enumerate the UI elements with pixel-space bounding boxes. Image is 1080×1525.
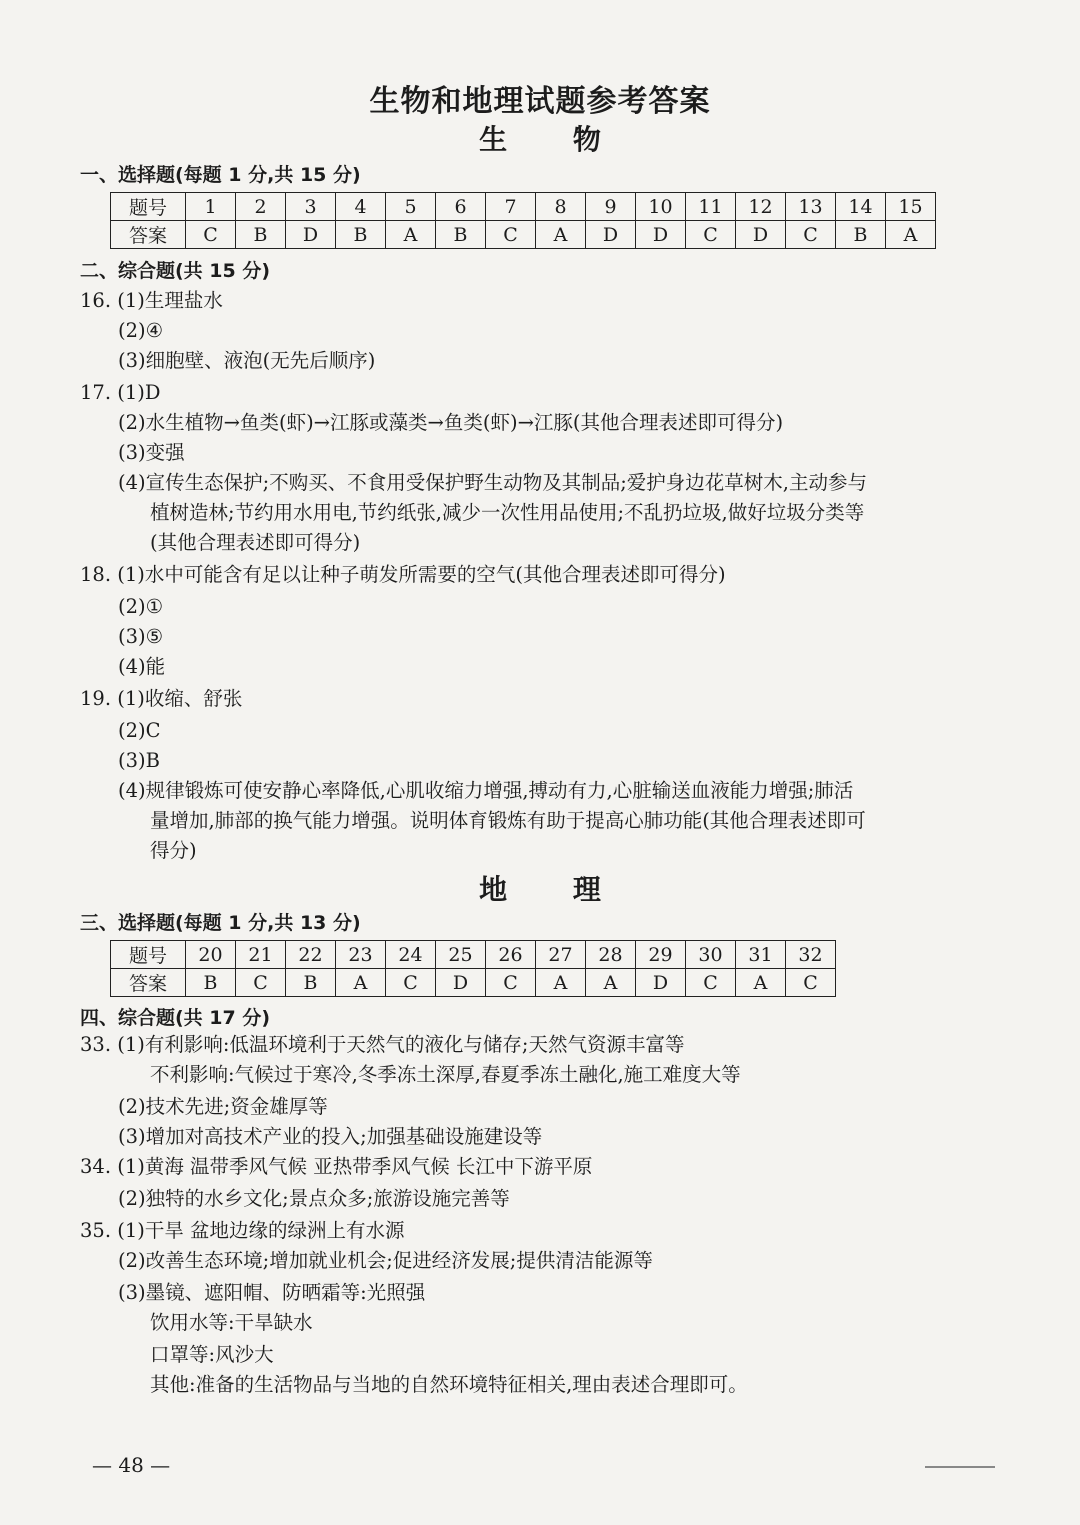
answer-line: (4)能 [118, 655, 166, 678]
answer-cell: B [236, 221, 286, 249]
answer-line: (2)技术先进;资金雄厚等 [118, 1095, 328, 1118]
page-number: — 48 — [92, 1453, 171, 1477]
answer-cell: C [486, 221, 536, 249]
answer-cell: B [436, 221, 486, 249]
answer-line: (3)墨镜、遮阳帽、防晒霜等:光照强 [118, 1281, 426, 1304]
answer-line: 35. (1)干旱 盆地边缘的绿洲上有水源 [80, 1219, 405, 1242]
question-number-cell: 2 [236, 193, 286, 221]
question-number-cell: 21 [236, 941, 286, 969]
answer-line: 17. (1)D [80, 381, 161, 404]
answer-line: (2)① [118, 595, 164, 618]
answer-cell: D [586, 221, 636, 249]
section-3-heading: 三、选择题(每题 1 分,共 13 分) [80, 912, 361, 934]
answer-line: 34. (1)黄海 温带季风气候 亚热带季风气候 长江中下游平原 [80, 1155, 593, 1178]
question-number-cell: 31 [736, 941, 786, 969]
geography-answer-table [110, 940, 836, 997]
question-number-cell: 12 [736, 193, 786, 221]
table-row [111, 969, 836, 997]
answer-cell: D [736, 221, 786, 249]
answer-line: (2)水生植物→鱼类(虾)→江豚或藻类→鱼类(虾)→江豚(其他合理表述即可得分) [118, 411, 784, 434]
answer-cell: C [786, 221, 836, 249]
question-number-cell: 14 [836, 193, 886, 221]
answer-cell: A [586, 969, 636, 997]
table-row [111, 193, 936, 221]
answer-line: (2)④ [118, 319, 164, 342]
answer-cell: C [786, 969, 836, 997]
question-number-cell: 4 [336, 193, 386, 221]
answer-cell: D [286, 221, 336, 249]
question-number-cell: 25 [436, 941, 486, 969]
table-row [111, 941, 836, 969]
answer-line: (3)变强 [118, 441, 185, 464]
table-header-cell: 题号 [111, 193, 186, 221]
page-title: 生物和地理试题参考答案 [369, 84, 711, 119]
biology-answer-table [110, 192, 936, 249]
table-header-cell: 答案 [111, 221, 186, 249]
question-number-cell: 1 [186, 193, 236, 221]
answer-line: 不利影响:气候过于寒冷,冬季冻土深厚,春夏季冻土融化,施工难度大等 [150, 1063, 741, 1086]
answer-cell: B [836, 221, 886, 249]
question-number-cell: 13 [786, 193, 836, 221]
answer-cell: D [636, 969, 686, 997]
answer-line: (3)增加对高技术产业的投入;加强基础设施建设等 [118, 1125, 543, 1148]
answer-cell: A [886, 221, 936, 249]
question-number-cell: 29 [636, 941, 686, 969]
question-number-cell: 32 [786, 941, 836, 969]
table-header-cell: 答案 [111, 969, 186, 997]
answer-cell: A [736, 969, 786, 997]
question-number-cell: 30 [686, 941, 736, 969]
question-number-cell: 5 [386, 193, 436, 221]
answer-line: 其他:准备的生活物品与当地的自然环境特征相关,理由表述合理即可。 [150, 1373, 748, 1396]
answer-line: 饮用水等:干旱缺水 [150, 1311, 313, 1334]
answer-line: 植树造林;节约用水用电,节约纸张,减少一次性用品使用;不乱扔垃圾,做好垃圾分类等 [150, 501, 865, 524]
question-number-cell: 15 [886, 193, 936, 221]
answer-cell: B [286, 969, 336, 997]
answer-line: 16. (1)生理盐水 [80, 289, 223, 312]
question-number-cell: 3 [286, 193, 336, 221]
question-number-cell: 23 [336, 941, 386, 969]
section-2-heading: 二、综合题(共 15 分) [80, 260, 271, 282]
answer-line: 18. (1)水中可能含有足以让种子萌发所需要的空气(其他合理表述即可得分) [80, 563, 726, 586]
answer-line: (4)宣传生态保护;不购买、不食用受保护野生动物及其制品;爱护身边花草树木,主动参与 [118, 471, 867, 494]
question-number-cell: 10 [636, 193, 686, 221]
answer-cell: A [536, 969, 586, 997]
answer-line: 量增加,肺部的换气能力增强。说明体育锻炼有助于提高心肺功能(其他合理表述即可 [150, 809, 866, 832]
question-number-cell: 7 [486, 193, 536, 221]
question-number-cell: 27 [536, 941, 586, 969]
answer-line: (其他合理表述即可得分) [150, 531, 361, 554]
question-number-cell: 11 [686, 193, 736, 221]
question-number-cell: 22 [286, 941, 336, 969]
answer-line: 33. (1)有利影响:低温环境利于天然气的液化与储存;天然气资源丰富等 [80, 1033, 685, 1056]
question-number-cell: 9 [586, 193, 636, 221]
answer-cell: C [486, 969, 536, 997]
geography-heading: 地 理 [479, 873, 629, 906]
question-number-cell: 6 [436, 193, 486, 221]
answer-cell: D [636, 221, 686, 249]
answer-line: (2)C [118, 719, 161, 742]
divider [925, 1466, 995, 1468]
answer-cell: A [536, 221, 586, 249]
answer-cell: C [686, 969, 736, 997]
question-number-cell: 24 [386, 941, 436, 969]
biology-heading: 生 物 [479, 123, 629, 156]
table-row [111, 221, 936, 249]
question-number-cell: 20 [186, 941, 236, 969]
answer-cell: B [186, 969, 236, 997]
table-header-cell: 题号 [111, 941, 186, 969]
answer-cell: A [386, 221, 436, 249]
answer-line: 得分) [150, 839, 197, 862]
section-1-heading: 一、选择题(每题 1 分,共 15 分) [80, 164, 361, 186]
answer-line: (2)独特的水乡文化;景点众多;旅游设施完善等 [118, 1187, 510, 1210]
answer-line: (2)改善生态环境;增加就业机会;促进经济发展;提供清洁能源等 [118, 1249, 653, 1272]
answer-line: (3)B [118, 749, 160, 772]
answer-line: (3)⑤ [118, 625, 164, 648]
section-4-heading: 四、综合题(共 17 分) [80, 1007, 271, 1029]
question-number-cell: 26 [486, 941, 536, 969]
answer-cell: A [336, 969, 386, 997]
answer-cell: B [336, 221, 386, 249]
question-number-cell: 28 [586, 941, 636, 969]
answer-cell: C [186, 221, 236, 249]
answer-line: (4)规律锻炼可使安静心率降低,心肌收缩力增强,搏动有力,心脏输送血液能力增强;肺活 [118, 779, 854, 802]
answer-line: (3)细胞壁、液泡(无先后顺序) [118, 349, 376, 372]
answer-cell: C [686, 221, 736, 249]
answer-cell: C [386, 969, 436, 997]
answer-line: 19. (1)收缩、舒张 [80, 687, 243, 710]
question-number-cell: 8 [536, 193, 586, 221]
answer-cell: C [236, 969, 286, 997]
answer-line: 口罩等:风沙大 [150, 1343, 274, 1366]
answer-cell: D [436, 969, 486, 997]
